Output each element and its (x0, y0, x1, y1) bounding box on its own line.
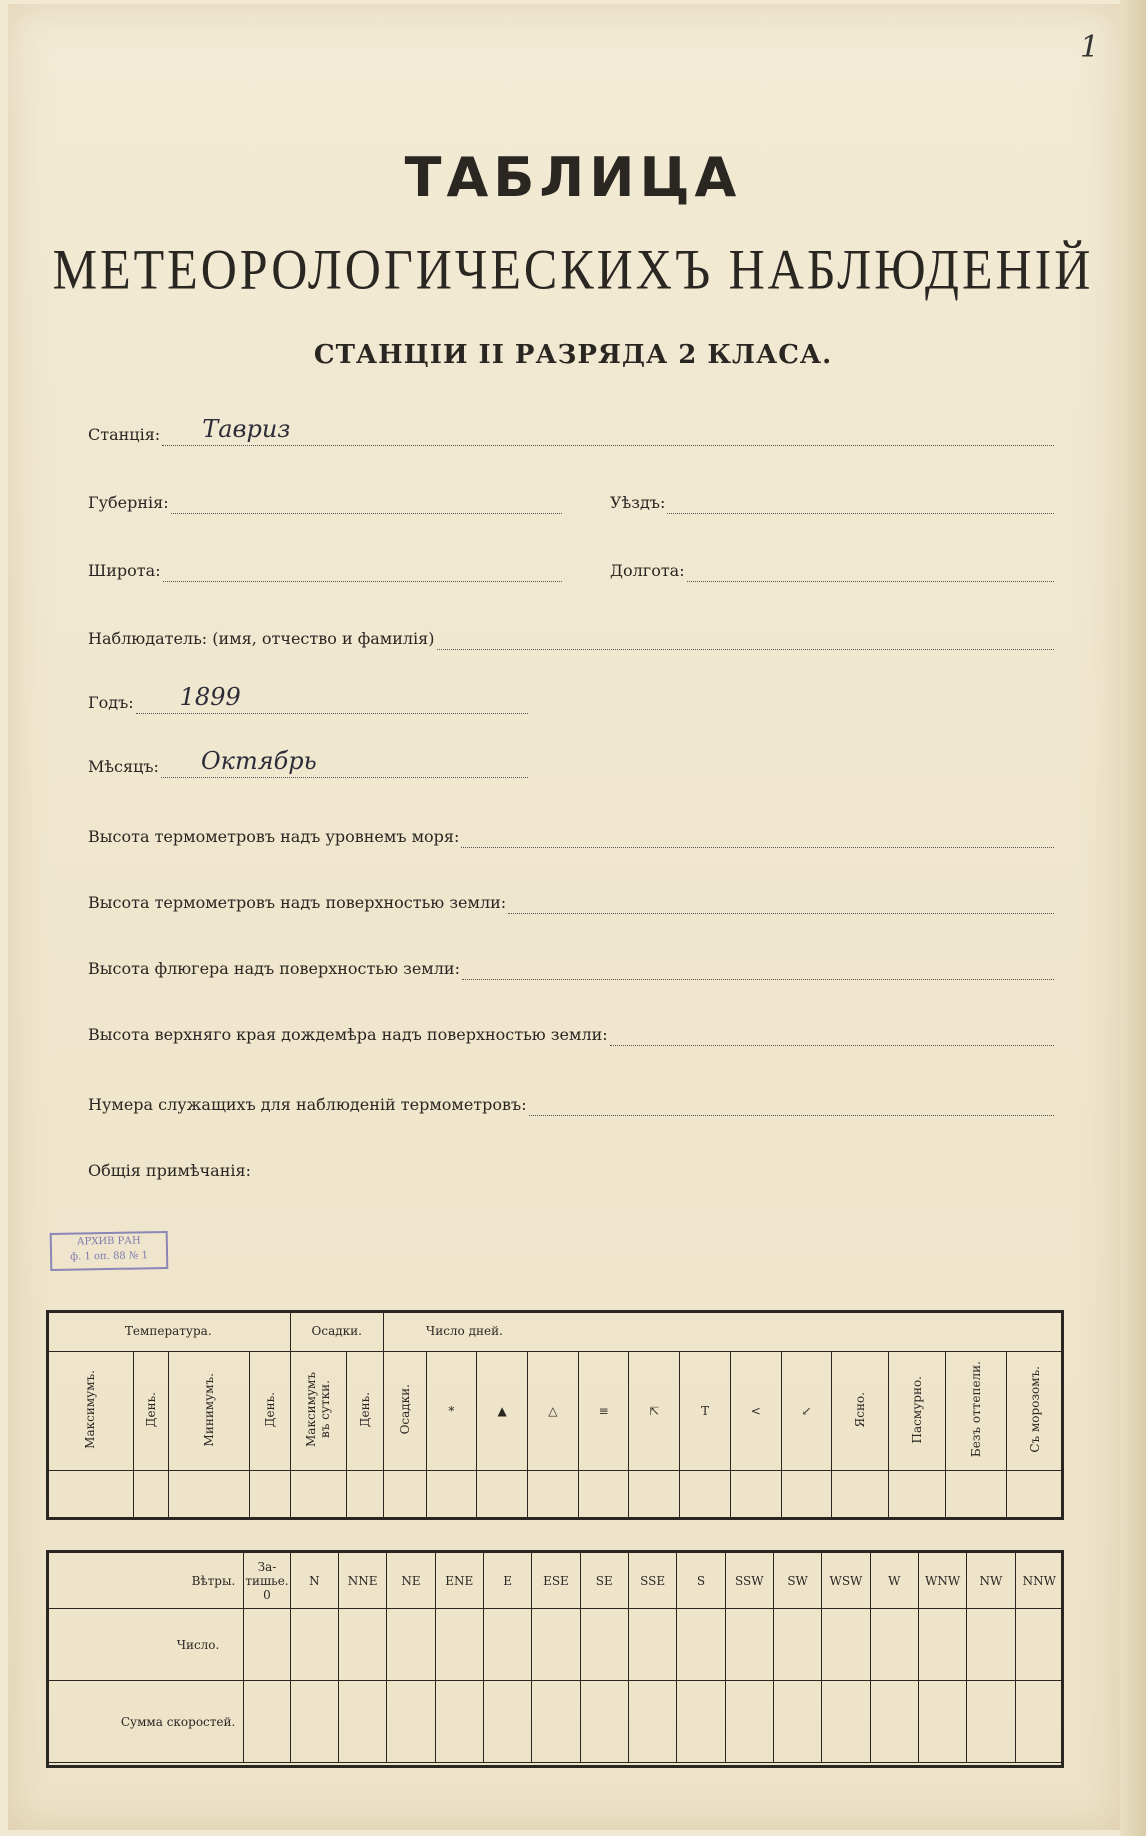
speed-sum-label: Сумма скоростей. (47, 1681, 244, 1763)
col-overcast-label: Пасмурно. (910, 1375, 925, 1444)
year-label: Годъ: (88, 693, 134, 712)
raingauge-line (610, 1025, 1054, 1046)
therm-ground-label: Высота термометровъ надъ поверхностью земли: (88, 893, 507, 912)
col-day3-header (347, 1351, 384, 1471)
wind-speed-row (47, 1681, 1064, 1763)
col-frost-header (1006, 1351, 1063, 1471)
calm-label: За-тишье. (245, 1559, 289, 1588)
col-no-thaw-label: Безъ оттепели. (969, 1361, 984, 1458)
lightning-icon: ⇱ (629, 1351, 680, 1471)
col-no-thaw-header (946, 1351, 1007, 1471)
therm-sea-field (88, 818, 1054, 848)
sleet-icon: △ (528, 1351, 579, 1471)
archive-stamp (50, 1231, 169, 1271)
longitude-line (687, 561, 1054, 582)
col-min-label: Минимумъ. (201, 1372, 216, 1447)
col-day2-header (249, 1351, 290, 1471)
dir-nne: NNE (338, 1553, 386, 1609)
gubernia-field (88, 484, 562, 514)
uezd-label: Уѣздъ: (610, 493, 666, 512)
stamp-line-2: ф. 1 оп. 88 № 1 (70, 1250, 149, 1263)
calm-header (244, 1553, 290, 1609)
therm-sea-label: Высота термометровъ надъ уровнемъ моря: (88, 827, 460, 846)
dir-ne: NE (387, 1553, 435, 1609)
col-clear-header (832, 1351, 889, 1471)
snow-icon: * (426, 1351, 477, 1471)
col-overcast-header (889, 1351, 946, 1471)
title-table: ТАБЛИЦА (404, 146, 742, 209)
wind-count-row (47, 1609, 1064, 1681)
vane-line (462, 959, 1054, 980)
gubernia-line (171, 493, 562, 514)
latitude-label: Широта: (88, 561, 161, 580)
dir-ene: ENE (435, 1553, 483, 1609)
col-max24-label: Максимумъ въ сутки. (304, 1371, 333, 1447)
stamp-line-1: АРХИВ РАН (76, 1235, 141, 1248)
title-observations: МЕТЕОРОЛОГИЧЕСКИХЪ НАБЛЮДЕНІЙ (52, 236, 1094, 302)
col-min-header (168, 1351, 249, 1471)
summary-table (46, 1310, 1064, 1518)
raingauge-label: Высота верхняго края дождемѣра надъ поверхностью земли: (88, 1025, 608, 1044)
notes-label: Общія примѣчанія: (88, 1161, 251, 1180)
dir-e: E (483, 1553, 531, 1609)
winds-label: Вѣтры. (47, 1553, 244, 1609)
month-label: Мѣсяцъ: (88, 757, 159, 776)
vane-label: Высота флюгера надъ поверхностью земли: (88, 959, 460, 978)
month-line (161, 747, 528, 778)
longitude-label: Долгота: (610, 561, 685, 580)
latitude-field (88, 552, 562, 582)
month-value: Октябрь (200, 747, 317, 775)
observer-field (88, 620, 1054, 650)
wind-table (46, 1552, 1064, 1763)
dir-se: SE (580, 1553, 628, 1609)
calm-zero: 0 (263, 1587, 271, 1602)
dir-nw: NW (967, 1553, 1015, 1609)
col-max-header (47, 1351, 134, 1471)
year-field (88, 684, 528, 714)
dir-wsw: WSW (822, 1553, 870, 1609)
therm-ground-line (508, 893, 1054, 914)
dir-ese: ESE (532, 1553, 580, 1609)
group-precip-header: Осадки. (290, 1311, 383, 1352)
storm-icon: ↙ (781, 1351, 832, 1471)
group-temperature-header: Температура. (47, 1311, 291, 1352)
year-line (136, 683, 528, 714)
thermo-numbers-label: Нумера служащихъ для наблюденій термометровъ: (88, 1095, 527, 1114)
summary-values-row (47, 1471, 1064, 1518)
dir-nnw: NNW (1015, 1553, 1063, 1609)
fog-icon: ≡ (578, 1351, 629, 1471)
month-field (88, 748, 528, 778)
count-label: Число. (47, 1609, 244, 1681)
col-day3-label: День. (358, 1391, 373, 1428)
therm-sea-line (461, 827, 1054, 848)
uezd-field (610, 484, 1054, 514)
col-max24-header (290, 1351, 347, 1471)
notes-field (88, 1152, 488, 1182)
station-field (88, 416, 1054, 446)
dir-s: S (677, 1553, 725, 1609)
therm-ground-field (88, 884, 1054, 914)
col-day2-label: День. (262, 1391, 277, 1428)
gubernia-label: Губернія: (88, 493, 169, 512)
dir-sw: SW (773, 1553, 821, 1609)
station-line (162, 415, 1054, 446)
group-days-header: Число дней. (383, 1311, 1063, 1352)
col-precip-label: Осадки. (397, 1384, 412, 1435)
col-day1-header (134, 1351, 169, 1471)
hail-icon: ▲ (477, 1351, 528, 1471)
thunder-icon: T (680, 1351, 731, 1471)
vane-field (88, 950, 1054, 980)
dir-sse: SSE (628, 1553, 676, 1609)
raingauge-field (88, 1016, 1054, 1046)
col-frost-label: Съ морозомъ. (1027, 1366, 1042, 1453)
col-clear-label: Ясно. (853, 1391, 868, 1428)
year-value: 1899 (179, 683, 241, 711)
page-number: 1 (1080, 30, 1100, 65)
dir-wnw: WNW (918, 1553, 966, 1609)
thermo-numbers-line (529, 1095, 1054, 1116)
dir-w: W (870, 1553, 918, 1609)
distant-lightning-icon: < (730, 1351, 781, 1471)
dir-ssw: SSW (725, 1553, 773, 1609)
thermo-numbers-field (88, 1086, 1054, 1116)
longitude-field (610, 552, 1054, 582)
station-value: Тавриз (202, 415, 291, 443)
col-day1-label: День. (144, 1391, 159, 1428)
dir-n: N (290, 1553, 338, 1609)
title-station-class: СТАНЦІИ II РАЗРЯДА 2 КЛАСА. (313, 340, 833, 370)
observer-label: Наблюдатель: (имя, отчество и фамилія) (88, 629, 435, 648)
latitude-line (163, 561, 562, 582)
col-max-label: Максимумъ. (83, 1370, 98, 1449)
col-precip-header (383, 1351, 426, 1471)
observer-line (437, 629, 1054, 650)
station-label: Станція: (88, 425, 161, 444)
uezd-line (667, 493, 1054, 514)
